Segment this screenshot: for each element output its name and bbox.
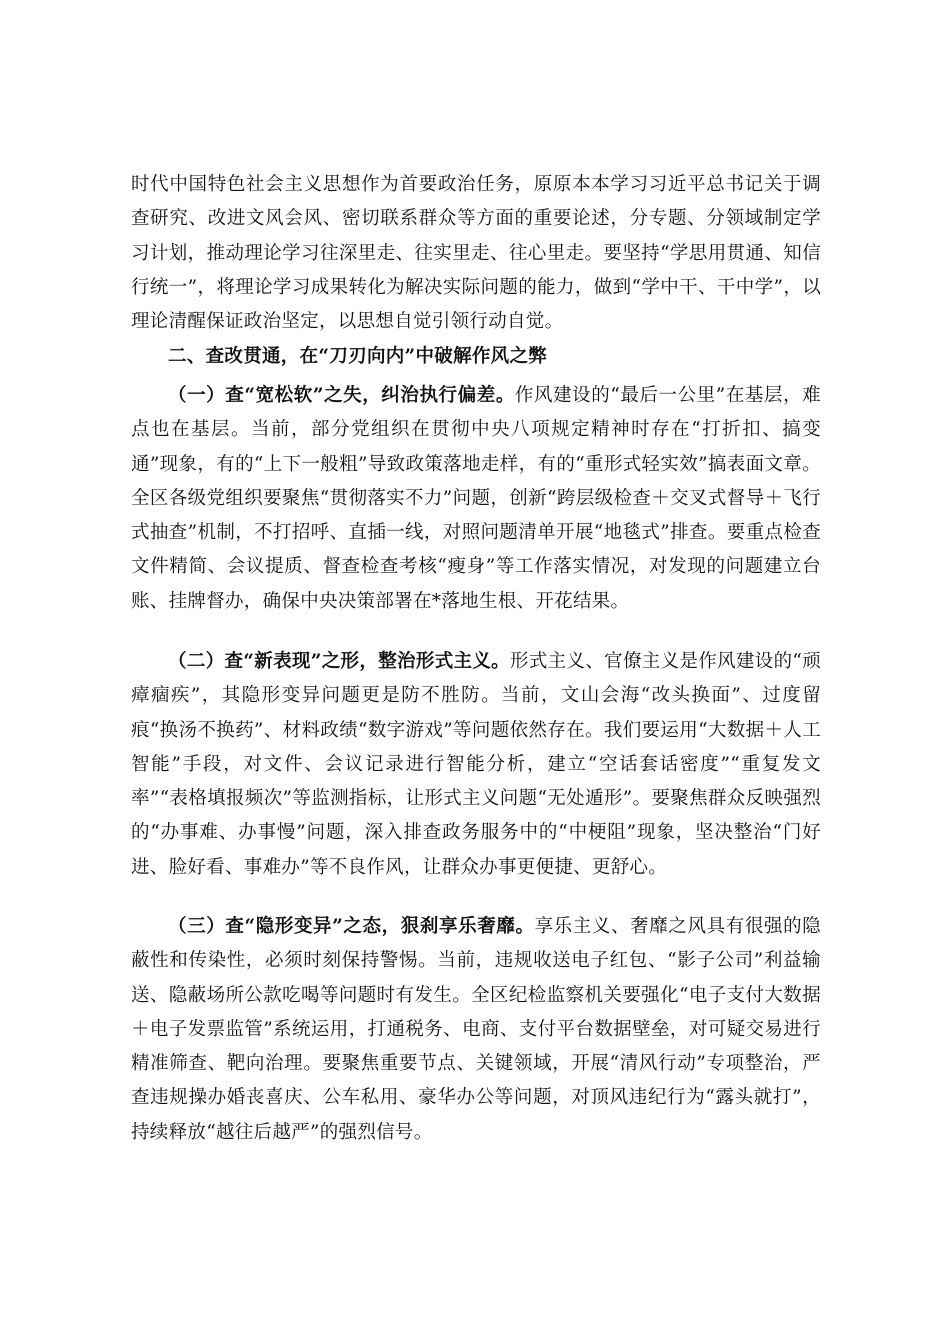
section-item-3	[131, 910, 821, 1150]
intro-paragraph: 时代中国特色社会主义思想作为首要政治任务，原原本本学习习近平总书记关于调查研究、改进文风会风、密切联系群众等方面的重要论述，分专题、分领域制定学习计划，推动理论学习往深里走、往实里走、往心里走。要坚持“学思用贯通、知信行统一”，将理论学习成果转化为解决实际问题的能力，做到“学中干、干中学”，以理论清醒保证政治坚定，以思想自觉引领行动自觉。	[131, 174, 821, 333]
section-item-3-lead: （三）查“隐形变异”之态，狠刹享乐奢靡。	[168, 916, 535, 937]
section-heading: 二、查改贯通，在“刀刃向内”中破解作风之弊	[168, 346, 548, 367]
section-item-1	[131, 379, 821, 619]
section-item-2	[131, 645, 821, 885]
section-item-2-lead: （二）查“新表现”之形，整治形式主义。	[168, 651, 511, 672]
section-item-1-body: 作风建设的“最后一公里”在基层，难点也在基层。当前，部分党组织在贯彻中央八项规定精神时存在“打折扣、搞变通”现象，有的“上下一般粗”导致政策落地走样，有的“重形式轻实效”搞表面文章。全区各级党组织要聚焦“贯彻落实不力”问题，创新“跨层级检查＋交叉式督导＋飞行式抽查”机制，不打招呼、直插一线，对照问题清单开展“地毯式”排查。要重点检查文件精简、会议提质、督查检查考核“瘦身”等工作落实情况，对发现的问题建立台账、挂牌督办，确保中央决策部署在*落地生根、开花结果。	[131, 385, 821, 612]
section-item-1-lead: （一）查“宽松软”之失，纠治执行偏差。	[168, 385, 515, 406]
section-item-2-body: 形式主义、官僚主义是作风建设的“顽瘴痼疾”，其隐形变异问题更是防不胜防。当前，文山会海“改头换面”、过度留痕“换汤不换药”、材料政绩“数字游戏”等问题依然存在。我们要运用“大数据＋人工智能”手段，对文件、会议记录进行智能分析，建立“空话套话密度”“重复发文率”“表格填报频次”等监测指标，让形式主义问题“无处遁形”。要聚焦群众反映强烈的“办事难、办事慢”问题，深入排查政务服务中的“中梗阻”现象，坚决整治“门好进、脸好看、事难办”等不良作风，让群众办事更便捷、更舒心。	[131, 651, 822, 878]
section-item-3-body: 享乐主义、奢靡之风具有很强的隐蔽性和传染性，必须时刻保持警惕。当前，违规收送电子红包、“影子公司”利益输送、隐蔽场所公款吃喝等问题时有发生。全区纪检监察机关要强化“电子支付大数据＋电子发票监管”系统运用，打通税务、电商、支付平台数据壁垒，对可疑交易进行精准筛查、靶向治理。要聚焦重要节点、关键领域，开展“清风行动”专项整治，严查违规操办婚丧喜庆、公车私用、豪华办公等问题，对顶风违纪行为“露头就打”，持续释放“越往后越严”的强烈信号。	[131, 916, 821, 1143]
